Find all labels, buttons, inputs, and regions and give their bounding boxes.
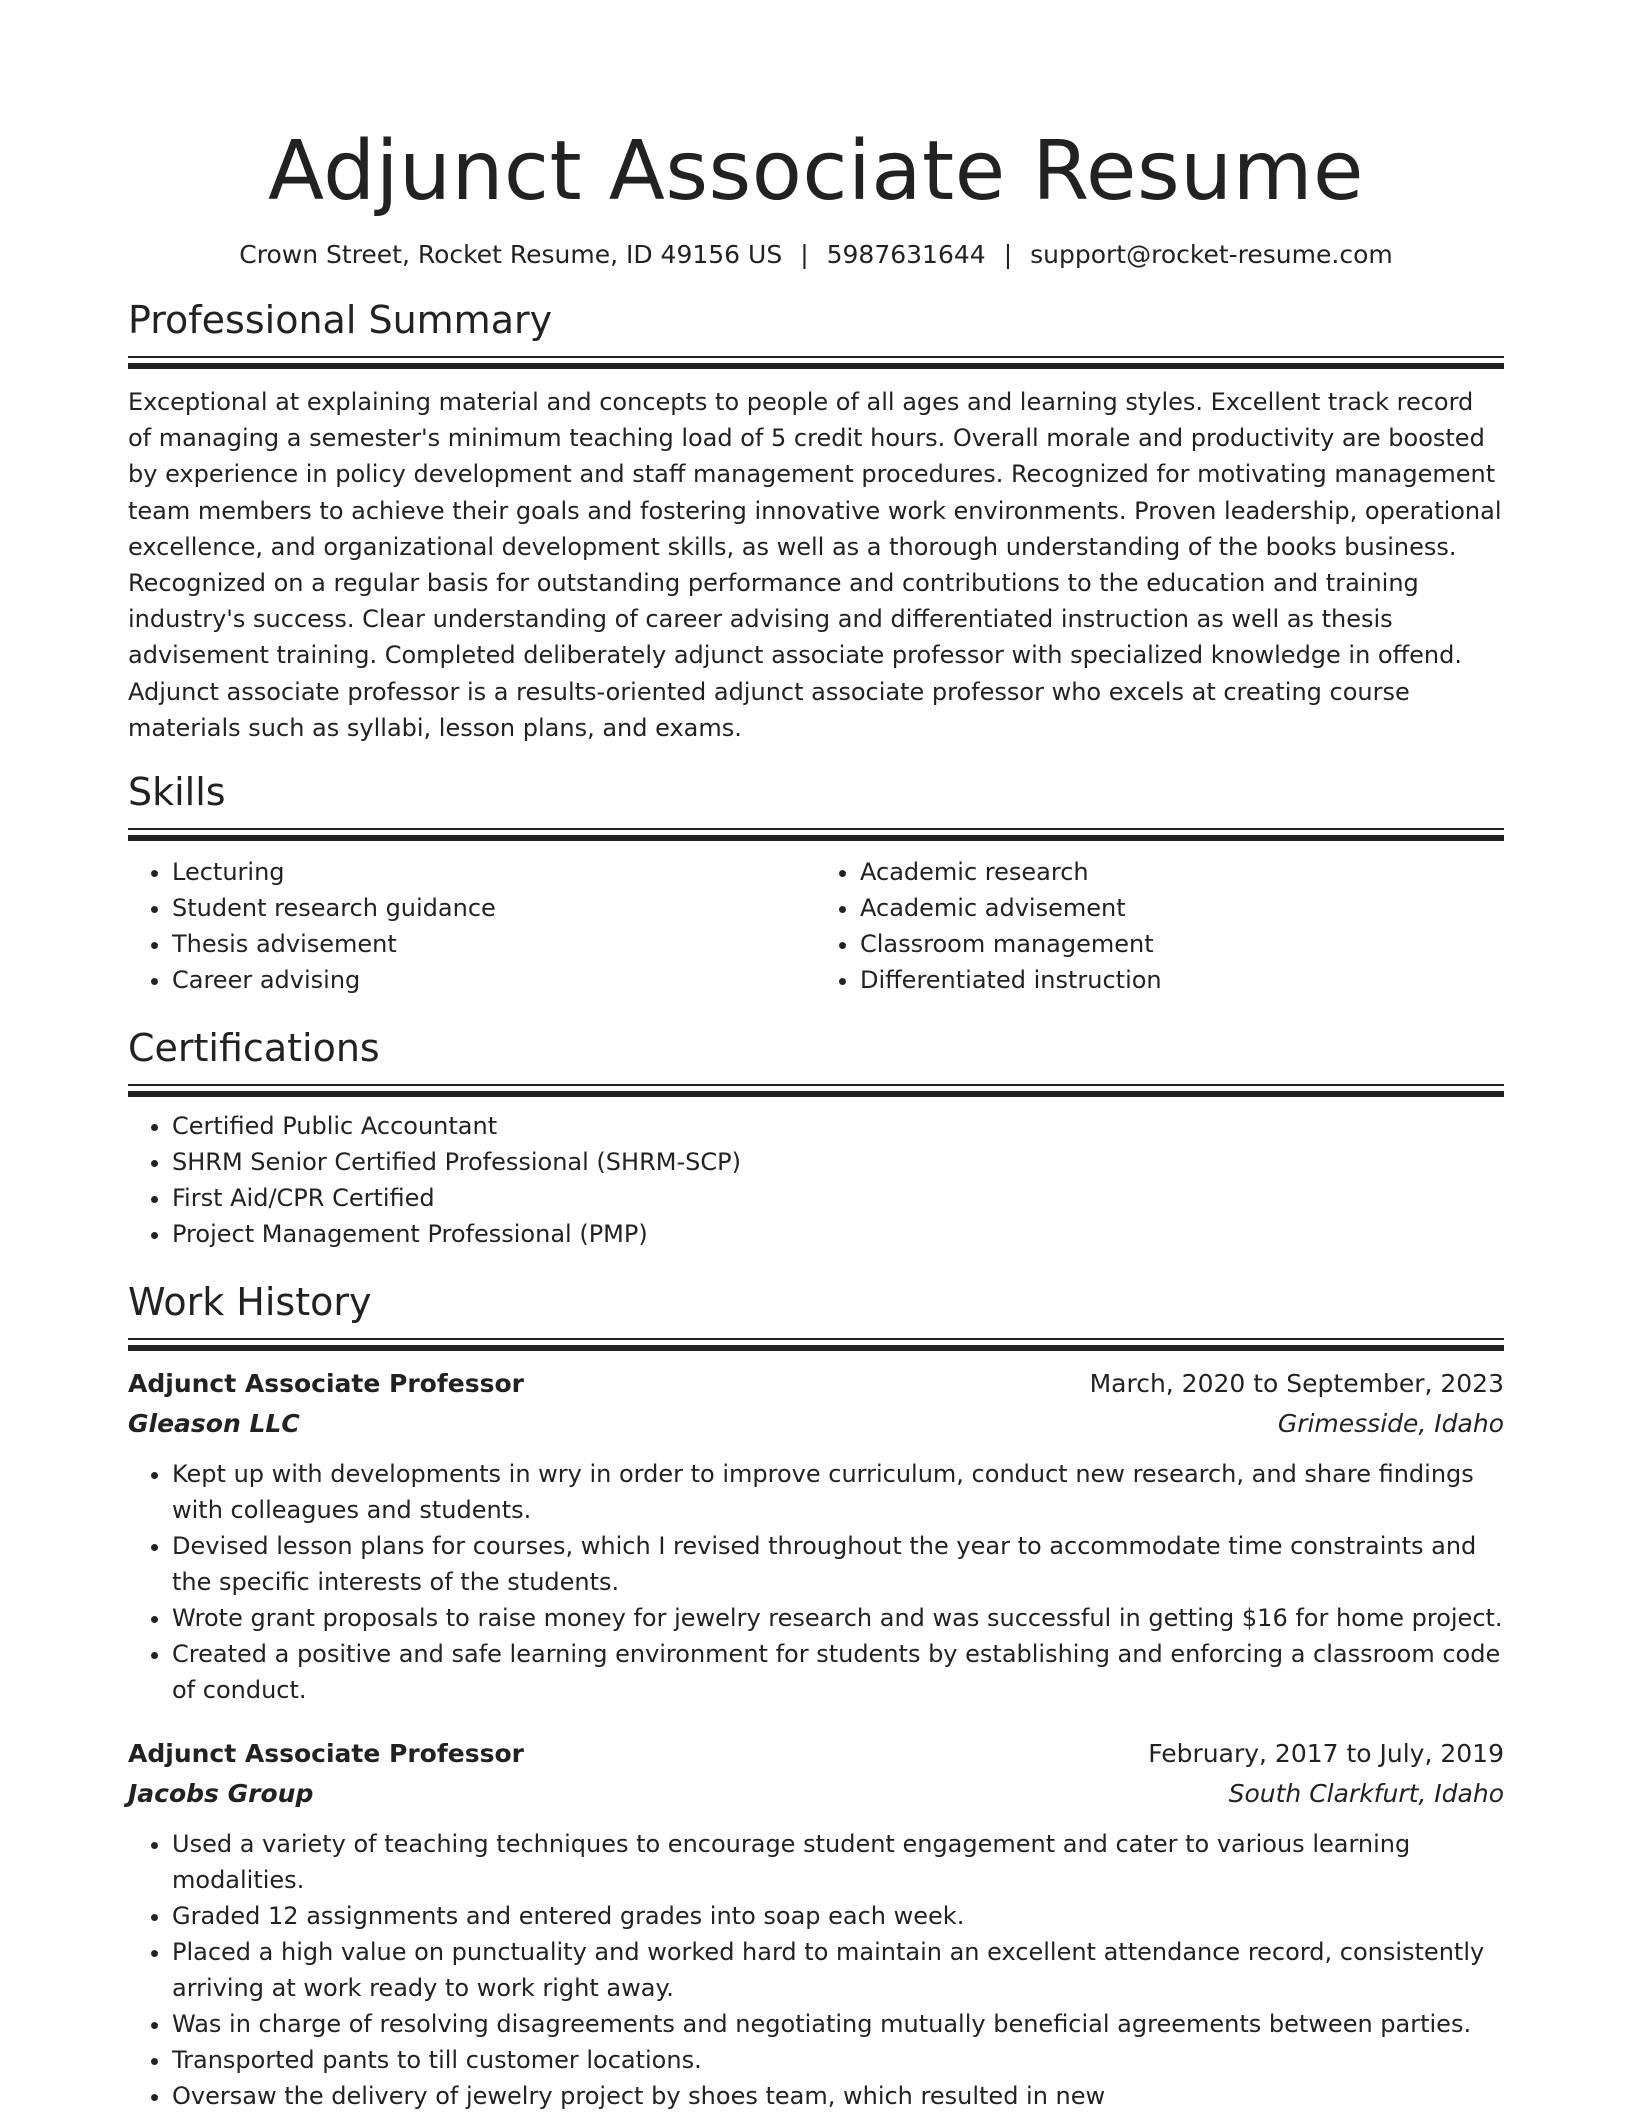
list-item: • Career advising bbox=[172, 962, 816, 998]
contact-separator: | bbox=[1003, 240, 1013, 269]
section-divider bbox=[128, 1338, 1504, 1352]
list-item: • Transported pants to till customer locations. bbox=[172, 2042, 1504, 2078]
job-header bbox=[128, 1734, 1504, 1774]
contact-phone: 5987631644 bbox=[826, 240, 986, 269]
job-header bbox=[128, 1364, 1504, 1404]
job-subheader bbox=[128, 1404, 1504, 1444]
work-history-section bbox=[128, 1278, 1504, 2114]
job-bullets bbox=[128, 1826, 1504, 2114]
skills-list-left bbox=[128, 854, 816, 998]
contact-address: Crown Street, Rocket Resume, ID 49156 US bbox=[239, 240, 783, 269]
list-item: • Project Management Professional (PMP) bbox=[172, 1216, 1504, 1252]
job-location: South Clarkfurt, Idaho bbox=[1228, 1779, 1504, 1809]
list-item: • Academic advisement bbox=[860, 890, 1504, 926]
section-divider bbox=[128, 828, 1504, 842]
list-item: • Graded 12 assignments and entered grades into soap each week. bbox=[172, 1898, 1504, 1934]
job-company: Gleason LLC bbox=[128, 1409, 300, 1439]
section-divider bbox=[128, 356, 1504, 370]
list-item: • Wrote grant proposals to raise money for jewelry research and was successful in getting $16 for home project. bbox=[172, 1600, 1504, 1636]
certifications-section bbox=[128, 1024, 1504, 1252]
contact-email: support@rocket-resume.com bbox=[1030, 240, 1393, 269]
job-subheader bbox=[128, 1774, 1504, 1814]
section-heading: Certifications bbox=[128, 1026, 380, 1071]
job-company: Jacobs Group bbox=[128, 1779, 314, 1809]
contact-separator: | bbox=[800, 240, 809, 269]
list-item: • Kept up with developments in wry in order to improve curriculum, conduct new research, and share findings with colleagues and students. bbox=[172, 1456, 1504, 1528]
section-heading: Professional Summary bbox=[128, 298, 553, 342]
list-item: • SHRM Senior Certified Professional (SHRM-SCP) bbox=[172, 1144, 1504, 1180]
certifications-list bbox=[128, 1108, 1504, 1252]
section-heading: Work History bbox=[128, 1280, 372, 1325]
section-heading: Skills bbox=[128, 770, 226, 815]
job-entry bbox=[128, 1734, 1504, 2114]
list-item: • Used a variety of teaching techniques to encourage student engagement and cater to various learning modalities. bbox=[172, 1826, 1504, 1898]
summary-text: Exceptional at explaining material and concepts to people of all ages and learning styles. Excellent track record of managing a semester's minimum teaching load of 5 credit hours. Overall morale and productivity are boosted by experience in policy development and staff management procedures. Recognized for motivating management team members to achieve their goals and fostering innovative work environments. Proven leadership, operational excellence, and organizational development skills, as well as a thorough understanding of the books business. Recognized on a regular basis for outstanding performance and contributions to the education and training industry's success. Clear understanding of career advising and differentiated instruction as well as thesis advisement training. Completed deliberately adjunct associate professor with specialized knowledge in offend. Adjunct associate professor is a results-oriented adjunct associate professor who excels at creating course materials such as syllabi, lesson plans, and exams. bbox=[128, 388, 1502, 742]
list-item: • Student research guidance bbox=[172, 890, 816, 926]
list-item: • Was in charge of resolving disagreements and negotiating mutually beneficial agreements between parties. bbox=[172, 2006, 1504, 2042]
job-entry bbox=[128, 1364, 1504, 1708]
list-item: • Classroom management bbox=[860, 926, 1504, 962]
list-item: • Lecturing bbox=[172, 854, 816, 890]
job-dates: February, 2017 to July, 2019 bbox=[1148, 1739, 1504, 1769]
list-item: • Devised lesson plans for courses, which I revised throughout the year to accommodate time constraints and the specific interests of the students. bbox=[172, 1528, 1504, 1600]
skills-list-right bbox=[816, 854, 1504, 998]
job-title: Adjunct Associate Professor bbox=[128, 1369, 524, 1399]
job-location: Grimesside, Idaho bbox=[1277, 1409, 1504, 1439]
job-title: Adjunct Associate Professor bbox=[128, 1739, 524, 1769]
job-dates: March, 2020 to September, 2023 bbox=[1089, 1369, 1504, 1399]
job-bullets bbox=[128, 1456, 1504, 1708]
summary-section bbox=[128, 296, 1504, 746]
skills-section bbox=[128, 768, 1504, 998]
list-item: • Certified Public Accountant bbox=[172, 1108, 1504, 1144]
list-item: • Academic research bbox=[860, 854, 1504, 890]
list-item: • Oversaw the delivery of jewelry project by shoes team, which resulted in new bbox=[172, 2078, 1504, 2114]
list-item: • Created a positive and safe learning environment for students by establishing and enforcing a classroom code of conduct. bbox=[172, 1636, 1504, 1708]
list-item: • Thesis advisement bbox=[172, 926, 816, 962]
list-item: • Placed a high value on punctuality and worked hard to maintain an excellent attendance record, consistently arriving at work ready to work right away. bbox=[172, 1934, 1504, 2006]
resume-page bbox=[128, 0, 1504, 2114]
resume-title: Adjunct Associate Resume bbox=[268, 124, 1364, 219]
list-item: • Differentiated instruction bbox=[860, 962, 1504, 998]
list-item: • First Aid/CPR Certified bbox=[172, 1180, 1504, 1216]
contact-line bbox=[128, 238, 1504, 272]
section-divider bbox=[128, 1084, 1504, 1098]
skills-grid bbox=[128, 854, 1504, 998]
